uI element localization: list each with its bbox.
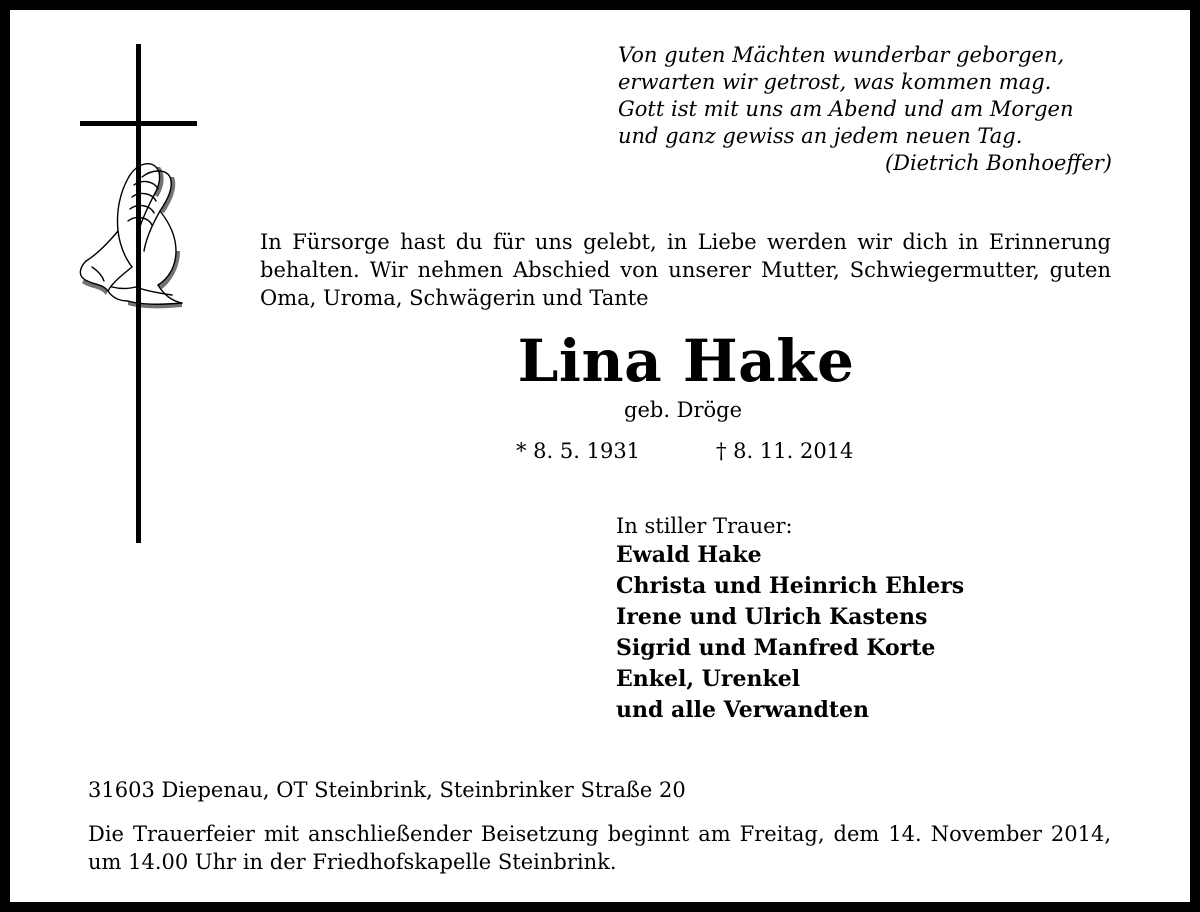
mourner-name: Sigrid und Manfred Korte [616,635,936,661]
mourners-label: In stiller Trauer: [616,514,793,538]
cross-horizontal-bar [80,121,197,126]
mourners-block [616,512,1096,726]
birth-date: * 8. 5. 1931 [516,439,641,463]
poem-line: Gott ist mit uns am Abend und am Morgen [618,97,1074,121]
poem-author: (Dietrich Bonhoeffer) [884,151,1112,175]
maiden-name: geb. Dröge [624,398,743,422]
mourner-name: Enkel, Urenkel [616,666,801,692]
family-address: 31603 Diepenau, OT Steinbrink, Steinbrinker Straße 20 [88,778,686,802]
poem-line: Von guten Mächten wunderbar geborgen, [618,43,1065,67]
poem-line: erwarten wir getrost, was kommen mag. [618,70,1052,94]
ceremony-info: Die Trauerfeier mit anschließender Beisetzung beginnt am Freitag, dem 14. November 2014, um 14.00 Uhr in der Friedhofskapelle Steinbrink. [88,822,1111,874]
mourner-name: und alle Verwandten [616,697,870,723]
mourner-name: Christa und Heinrich Ehlers [616,573,965,599]
mourner-name: Irene und Ulrich Kastens [616,604,928,630]
praying-hands-icon [72,155,192,315]
poem-line: und ganz gewiss an jedem neuen Tag. [618,124,1023,148]
death-date: † 8. 11. 2014 [716,439,854,463]
intro-text: In Fürsorge hast du für uns gelebt, in Liebe werden wir dich in Erinnerung behalten. Wir nehmen Abschied von unserer Mutter, Schwiegermutter, guten Oma, Uroma, Schwägerin und Tante [260,230,1111,310]
bonhoeffer-poem [618,42,1112,177]
mourner-name: Ewald Hake [616,542,762,568]
deceased-name: Lina Hake [517,327,855,395]
